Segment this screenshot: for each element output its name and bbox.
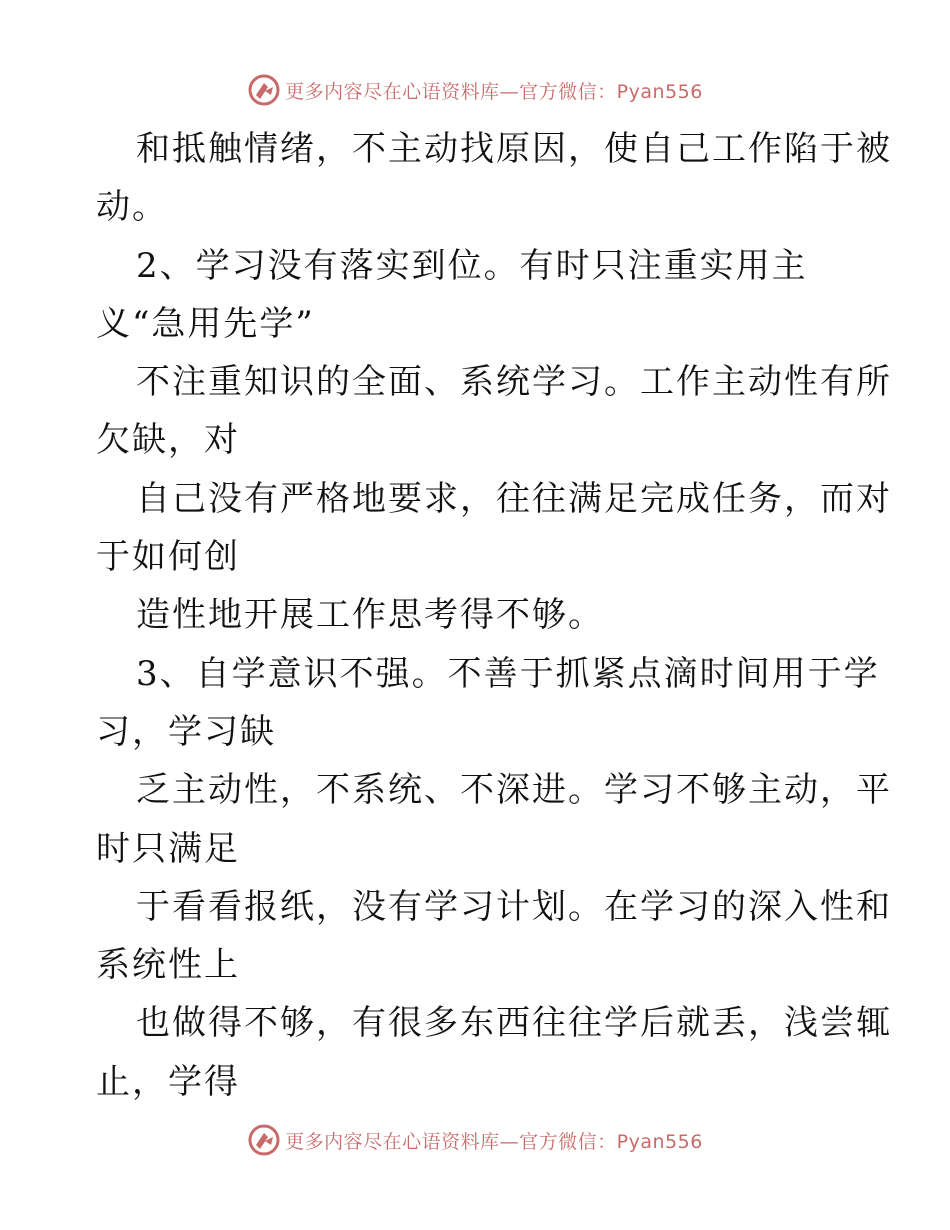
seal-logo-icon <box>247 1123 281 1157</box>
footer-banner-text <box>285 1127 703 1154</box>
header-banner-label: 更多内容尽在心语资料库—官方微信： <box>285 80 617 103</box>
body-line: 乏主动性，不系统、不深进。学习不够主动，平 <box>136 770 892 811</box>
body-line: 义“急用先学” <box>96 303 315 344</box>
body-line: 系统性上 <box>96 945 240 986</box>
body-line: 3、自学意识不强。不善于抓紧点滴时间用于学 <box>136 653 880 694</box>
body-line: 时只满足 <box>96 828 240 869</box>
footer-banner <box>0 1120 950 1160</box>
body-line: 止，学得 <box>96 1061 240 1102</box>
header-banner <box>0 70 950 110</box>
body-line: 2、学习没有落实到位。有时只注重实用主 <box>136 245 808 286</box>
body-line: 也做得不够，有很多东西往往学后就丢，浅尝辄 <box>136 1003 892 1044</box>
document-body <box>96 120 892 1111</box>
body-line: 和抵触情绪，不主动找原因，使自己工作陷于被 <box>136 129 892 169</box>
body-line: 于如何创 <box>96 537 240 578</box>
footer-banner-label: 更多内容尽在心语资料库—官方微信： <box>285 1130 617 1153</box>
header-banner-handle: Pyan556 <box>616 80 703 103</box>
seal-logo-icon <box>247 73 281 107</box>
header-banner-text <box>285 77 703 104</box>
body-line: 不注重知识的全面、系统学习。工作主动性有所 <box>136 362 892 403</box>
body-line: 动。 <box>96 187 168 228</box>
body-line: 于看看报纸，没有学习计划。在学习的深入性和 <box>136 886 892 927</box>
body-line: 习，学习缺 <box>96 711 276 752</box>
body-line: 造性地开展工作思考得不够。 <box>136 595 604 636</box>
body-line: 自己没有严格地要求，往往满足完成任务，而对 <box>136 478 892 519</box>
body-line: 欠缺，对 <box>96 420 240 461</box>
footer-banner-handle: Pyan556 <box>616 1130 703 1153</box>
